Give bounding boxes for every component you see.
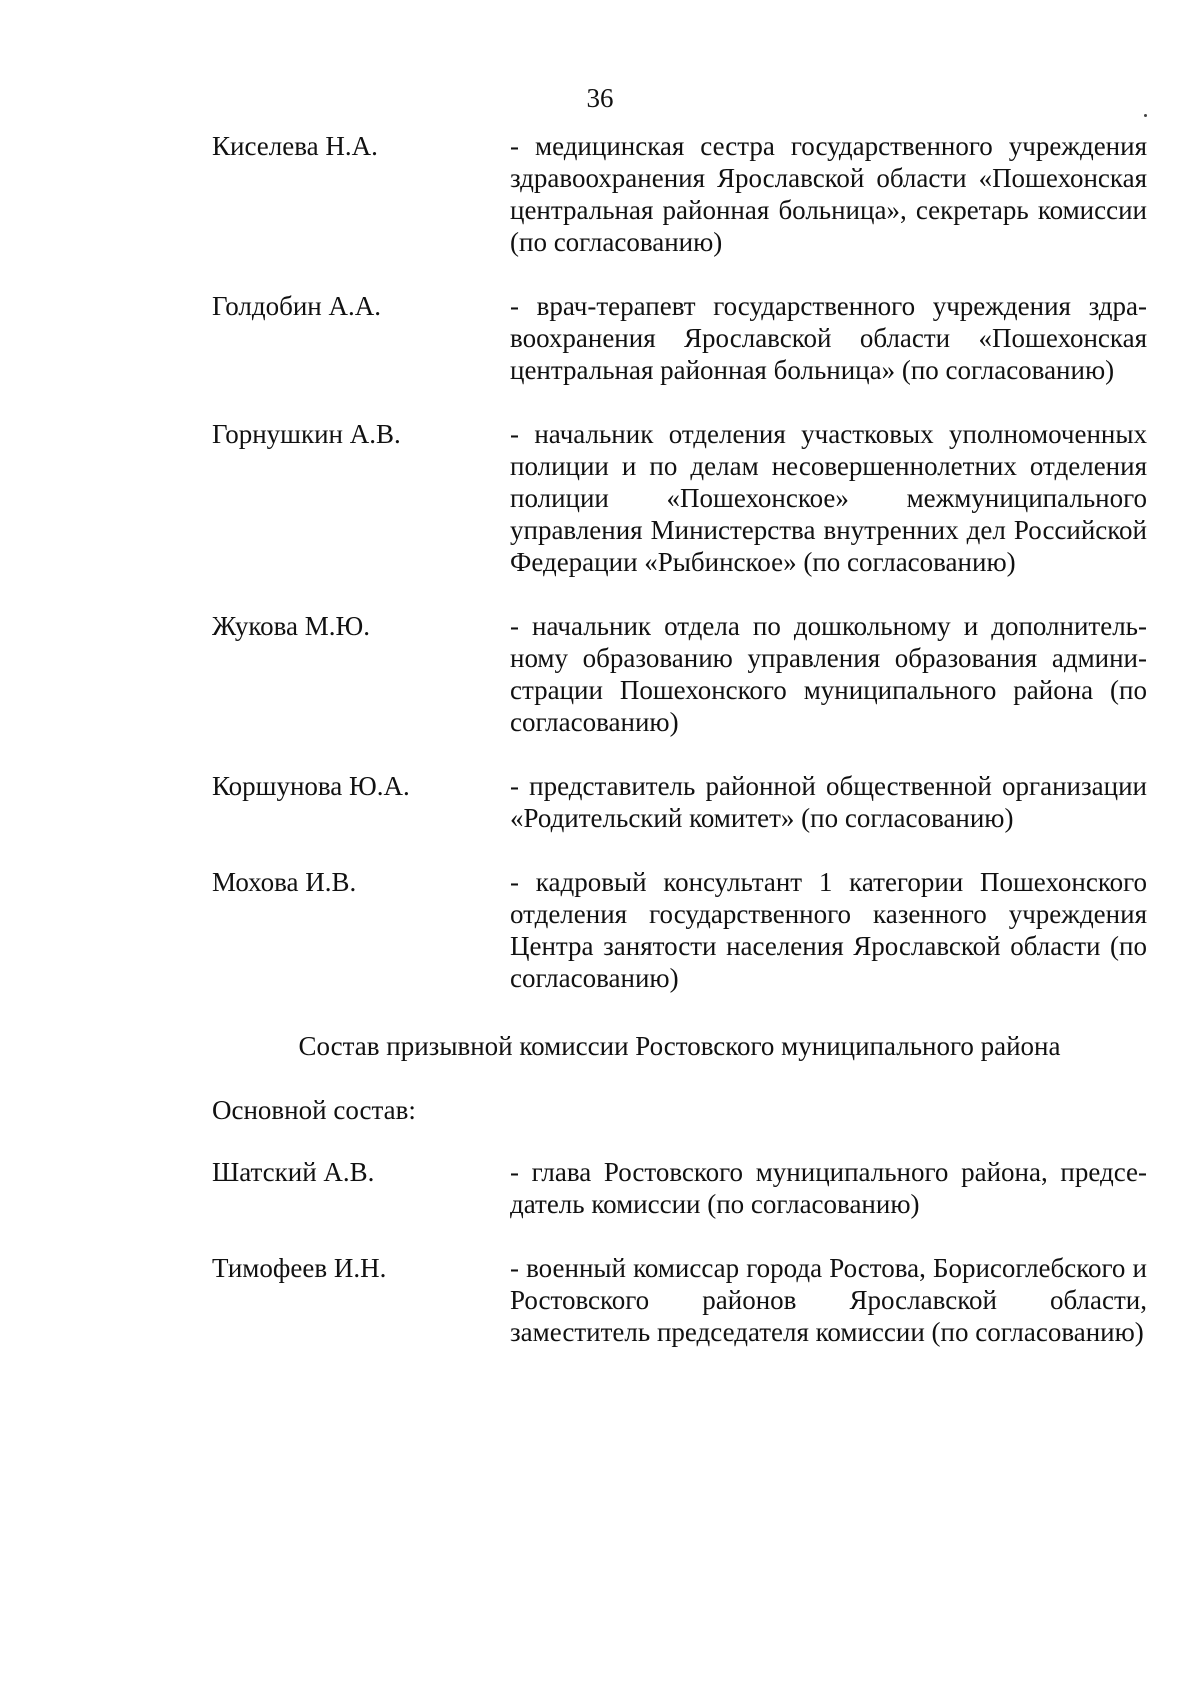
member-name: Жукова М.Ю.: [212, 611, 371, 641]
member-role: - представитель районной общественной организации «Родительский комитет» (по согласованию): [510, 771, 1147, 833]
member-entry: [212, 1252, 1147, 1348]
page-number: 36: [586, 83, 614, 113]
subsection-label: Основной состав:: [212, 1095, 416, 1125]
member-role: - начальник отдела по дошкольному и дополнительному образованию управления образования администрации Пошехонского муниципального района (по согласованию): [510, 611, 1147, 737]
member-entry: [212, 418, 1147, 578]
member-role: - медицинская сестра государственного учреждения здравоохранения Ярославской области «Пошехонская центральная районная больница», секретарь комиссии (по согласованию): [510, 131, 1147, 257]
member-name: Шатский А.В.: [212, 1157, 375, 1187]
spacer: [212, 578, 1147, 610]
member-name: Тимофеев И.Н.: [212, 1253, 387, 1283]
member-role: - глава Ростовского муниципального района, председатель комиссии (по согласованию): [510, 1157, 1147, 1219]
member-role: - врач-терапевт государственного учреждения здравоохранения Ярославской области «Пошехонская центральная районная больница» (по согласованию): [510, 291, 1147, 385]
member-entry: [212, 290, 1147, 386]
spacer: [212, 1126, 1147, 1156]
document-body: [212, 130, 1147, 1348]
member-entry: [212, 1156, 1147, 1220]
member-role: - начальник отделения участковых уполномоченных полиции и по делам несовершеннолетних отделения полиции «Пошехонское» межмуниципального управления Министерства внутренних дел Российской Федерации «Рыбинское» (по согласованию): [510, 419, 1147, 577]
member-entry: [212, 610, 1147, 738]
member-name: Киселева Н.А.: [212, 131, 378, 161]
member-entry: [212, 866, 1147, 994]
spacer: [212, 738, 1147, 770]
spacer: [212, 258, 1147, 290]
member-name: Голдобин А.А.: [212, 291, 381, 321]
spacer: [212, 1220, 1147, 1252]
member-role: - кадровый консультант 1 категории Пошехонского отделения государственного казенного учреждения Центра занятости населения Ярославской области (по согласованию): [510, 867, 1147, 993]
member-entry: [212, 130, 1147, 258]
spacer: [212, 834, 1147, 866]
member-name: Горнушкин А.В.: [212, 419, 401, 449]
scan-artifact-dot: [1144, 114, 1147, 117]
member-role: - военный комиссар города Ростова, Борисоглебского и Ростовского районов Ярославской области, заместитель председателя комиссии (по согласованию): [510, 1253, 1147, 1347]
member-entry: [212, 770, 1147, 834]
spacer: [212, 386, 1147, 418]
member-name: Коршунова Ю.А.: [212, 771, 410, 801]
section-title: Состав призывной комиссии Ростовского муниципального района: [298, 1031, 1061, 1061]
member-name: Мохова И.В.: [212, 867, 357, 897]
